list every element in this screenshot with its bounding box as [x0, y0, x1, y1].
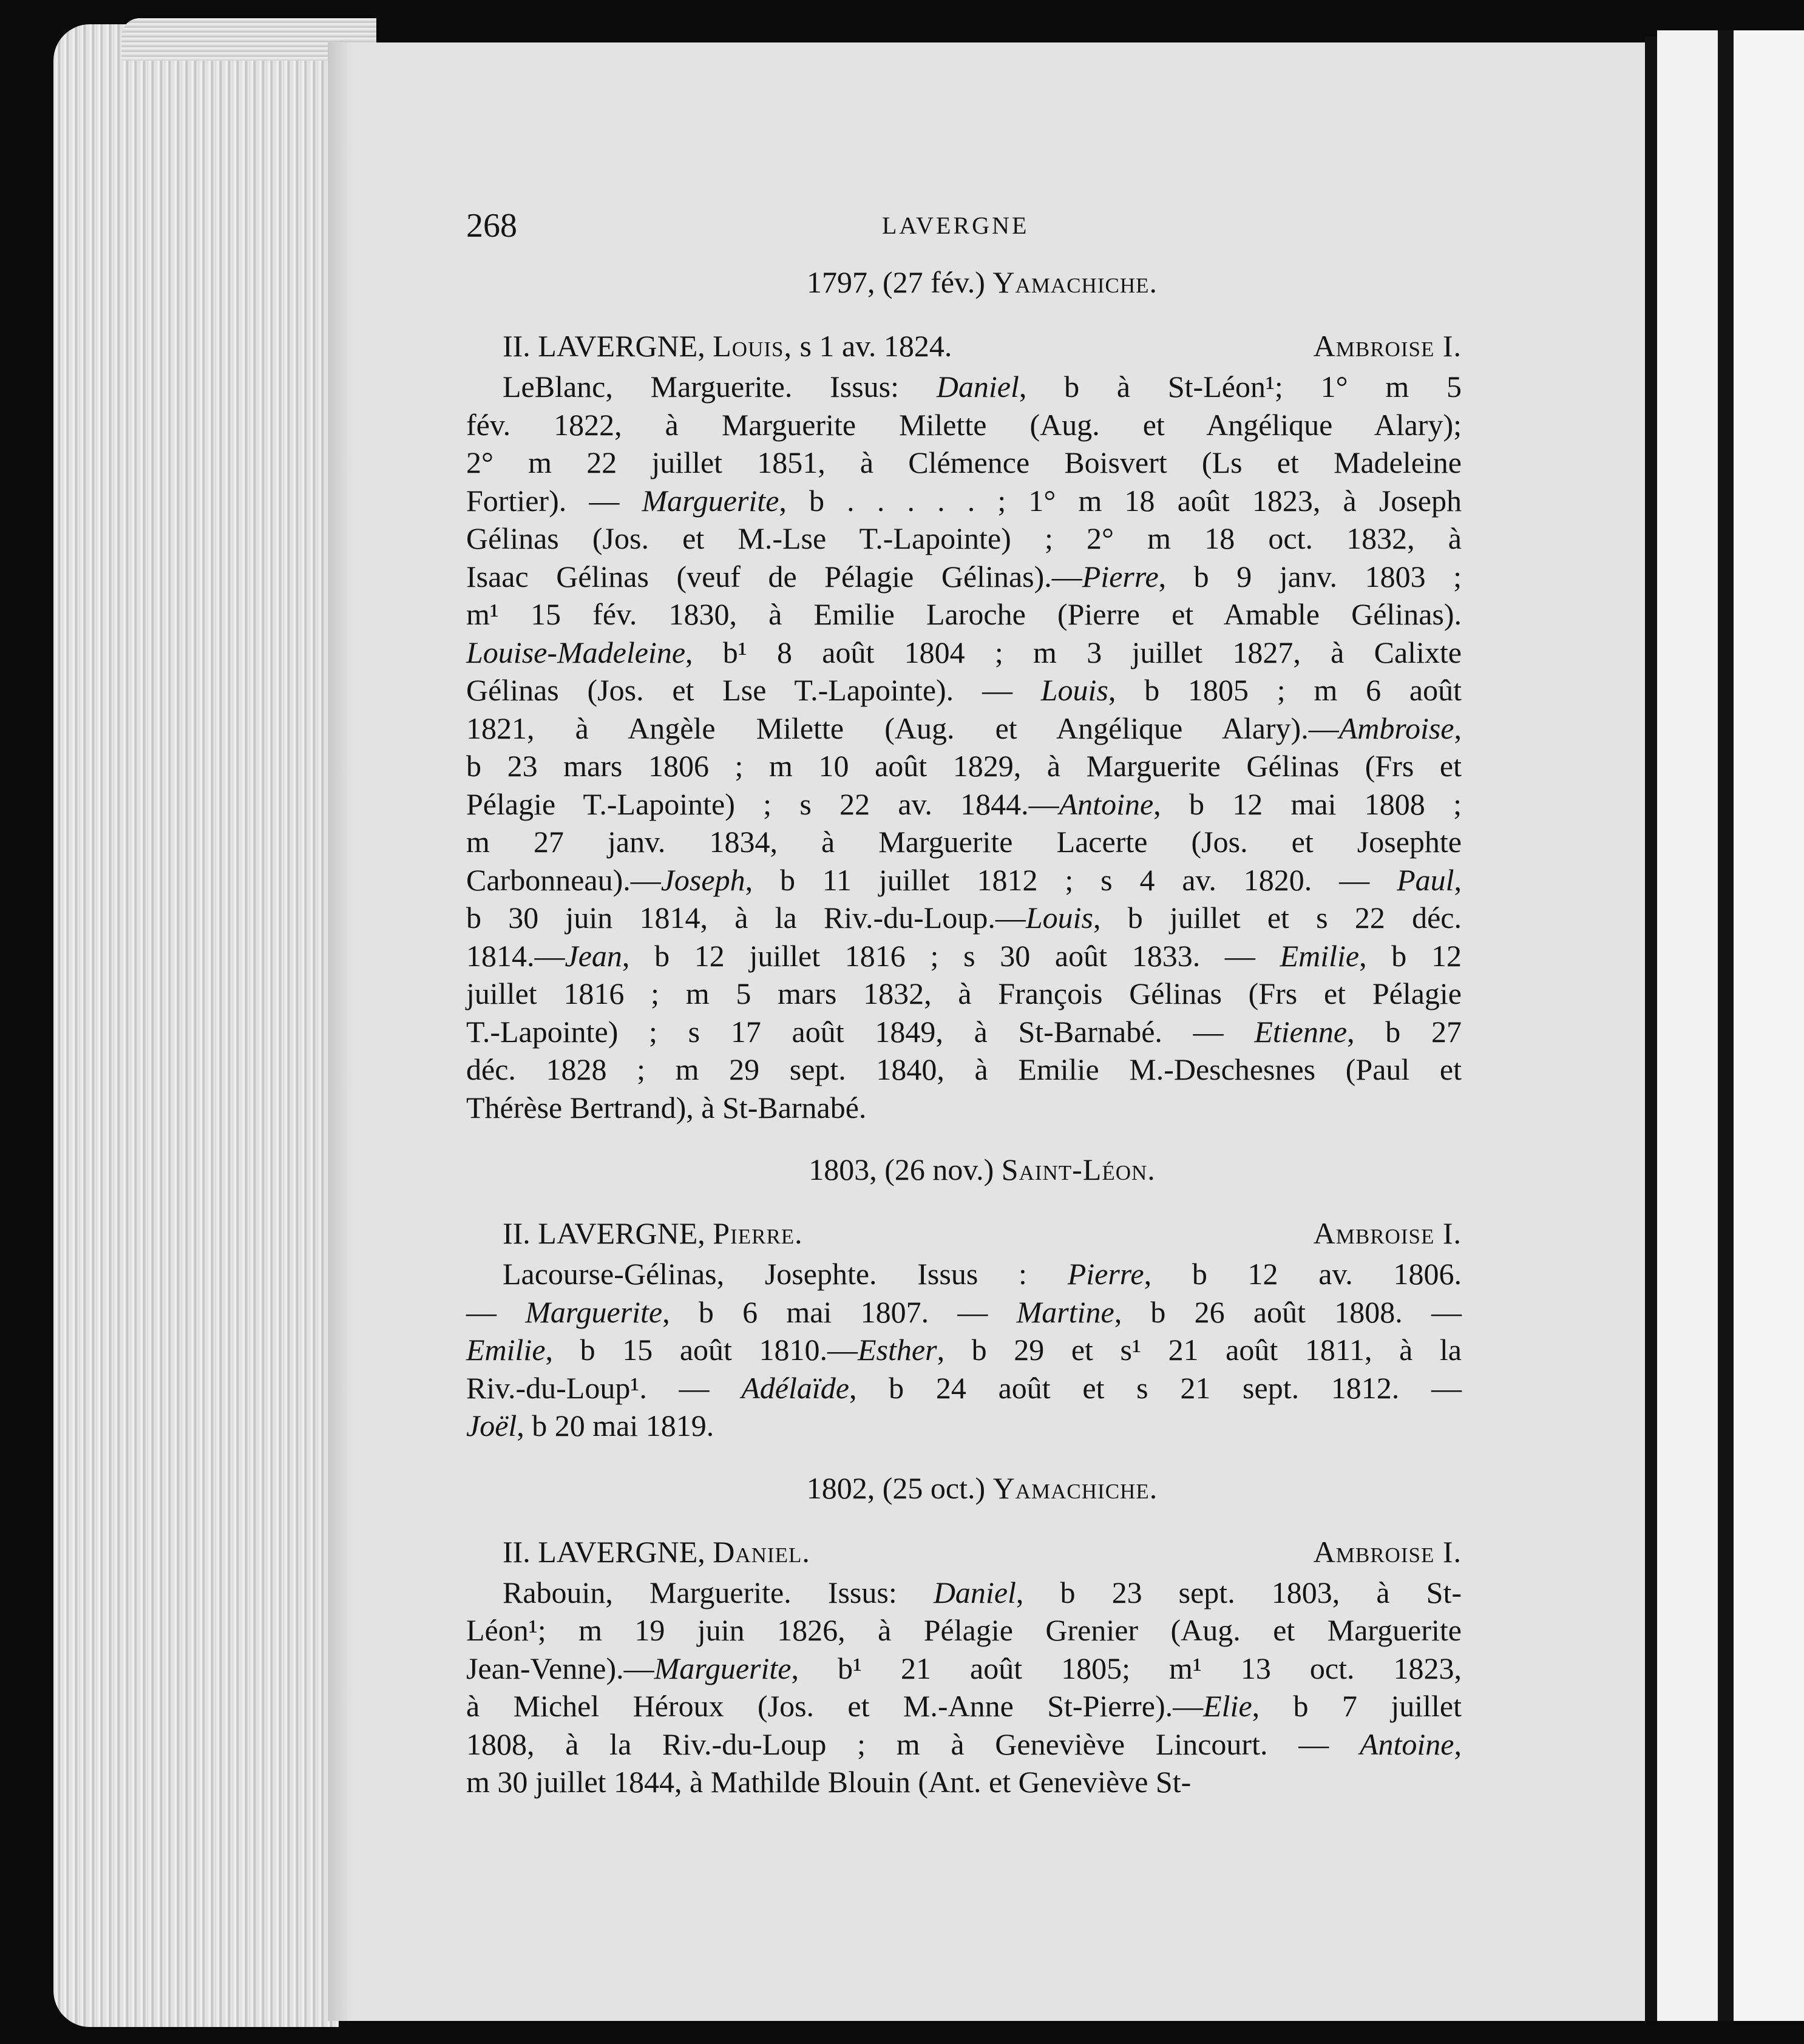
- entry-text-line: Riv.-du-Loup¹. — Adélaïde, b 24 août et s 21 sept. 1812. —: [466, 1370, 1462, 1405]
- entry-text-line: Jean-Venne).—Marguerite, b¹ 21 août 1805; m¹ 13 oct. 1823,: [466, 1651, 1462, 1685]
- entry-head: [466, 1530, 1462, 1574]
- page-content: [466, 206, 1462, 1801]
- entry-parent: Ambroise I.: [1313, 1534, 1462, 1569]
- entry-parent: Ambroise I.: [1313, 329, 1462, 363]
- entry-text-line: 1821, à Angèle Milette (Aug. et Angélique Alary).—Ambroise,: [466, 711, 1462, 745]
- entry-text-line: à Michel Héroux (Jos. et M.-Anne St-Pierre).—Elie, b 7 juillet: [466, 1689, 1462, 1723]
- entry-text-line: juillet 1816 ; m 5 mars 1832, à François Gélinas (Frs et Pélagie: [466, 976, 1462, 1010]
- entry-text-line: Gélinas (Jos. et M.-Lse T.-Lapointe) ; 2° m 18 oct. 1832, à: [466, 521, 1462, 555]
- marriage-date: 1802, (25 oct.): [806, 1470, 993, 1505]
- marriage-place: Yamachiche.: [992, 265, 1158, 299]
- entries: [466, 261, 1462, 1801]
- entry-text-line: Joël, b 20 mai 1819.: [466, 1409, 714, 1443]
- next-page-sliver-right: [1734, 30, 1804, 2021]
- page-number: 268: [466, 207, 517, 245]
- entry-text-line: Pélagie T.-Lapointe) ; s 22 av. 1844.—Antoine, b 12 mai 1808 ;: [466, 787, 1462, 821]
- entry-text-line: m 27 janv. 1834, à Marguerite Lacerte (Jos. et Josephte: [466, 825, 1462, 859]
- marriage-date: 1797, (27 fév.): [807, 265, 993, 299]
- entry-text-line: Fortier). — Marguerite, b . . . . . ; 1° m 18 août 1823, à Joseph: [466, 483, 1462, 518]
- marriage-place: Yamachiche.: [992, 1470, 1158, 1505]
- entry-text-line: 1808, à la Riv.-du-Loup ; m à Geneviève Lincourt. — Antoine,: [466, 1727, 1462, 1761]
- entry-gap: [466, 1126, 1462, 1148]
- marriage-place: Saint-Léon.: [1001, 1152, 1156, 1186]
- entry-text-line: T.-Lapointe) ; s 17 août 1849, à St-Barnabé. — Etienne, b 27: [466, 1014, 1462, 1049]
- running-head: [466, 206, 1462, 261]
- gutter-shadow: [328, 42, 352, 2021]
- entry-text-line: Gélinas (Jos. et Lse T.-Lapointe). — Louis, b 1805 ; m 6 août: [466, 673, 1462, 707]
- entry-text-line: 1814.—Jean, b 12 juillet 1816 ; s 30 août 1833. — Emilie, b 12: [466, 938, 1462, 973]
- entry-text-line: b 23 mars 1806 ; m 10 août 1829, à Marguerite Gélinas (Frs et: [466, 749, 1462, 783]
- page-divider: [1645, 36, 1657, 2021]
- entry-text-line: b 30 juin 1814, à la Riv.-du-Loup.—Louis, b juillet et s 22 déc.: [466, 901, 1462, 935]
- marriage-date: 1803, (26 nov.): [809, 1152, 1002, 1186]
- entry-text-line: déc. 1828 ; m 29 sept. 1840, à Emilie M.-Deschesnes (Paul et: [466, 1052, 1462, 1086]
- entry-text-line: 2° m 22 juillet 1851, à Clémence Boisvert (Ls et Madeleine: [466, 445, 1462, 479]
- entry-person: II. LAVERGNE, Pierre.: [503, 1216, 803, 1250]
- marriage-heading: [466, 1467, 1462, 1509]
- marriage-heading: [466, 261, 1462, 303]
- entry-text-line: Léon¹; m 19 juin 1826, à Pélagie Grenier (Aug. et Marguerite: [466, 1613, 1462, 1647]
- book-page-edges: [53, 24, 339, 2027]
- entry-text-line: m¹ 15 fév. 1830, à Emilie Laroche (Pierre et Amable Gélinas).: [466, 597, 1462, 631]
- entry-text-line: m 30 juillet 1844, à Mathilde Blouin (Ant. et Geneviève St-: [466, 1765, 1192, 1799]
- entry-head: [466, 324, 1462, 368]
- entry-text-line: Emilie, b 15 août 1810.—Esther, b 29 et s¹ 21 août 1811, à la: [466, 1333, 1462, 1367]
- entry-person: II. LAVERGNE, Daniel.: [503, 1534, 810, 1569]
- entry-text-line: — Marguerite, b 6 mai 1807. — Martine, b 26 août 1808. —: [466, 1294, 1462, 1329]
- entry-text-line: Thérèse Bertrand), à St-Barnabé.: [466, 1090, 867, 1125]
- entry-text-line: Rabouin, Marguerite. Issus: Daniel, b 23 sept. 1803, à St-: [503, 1575, 1462, 1609]
- entry-parent: Ambroise I.: [1313, 1216, 1462, 1250]
- marriage-heading: [466, 1148, 1462, 1191]
- entry-gap: [466, 1445, 1462, 1467]
- entry-text-line: fév. 1822, à Marguerite Milette (Aug. et Angélique Alary);: [466, 407, 1462, 442]
- entry-text-line: Isaac Gélinas (veuf de Pélagie Gélinas).—Pierre, b 9 janv. 1803 ;: [466, 559, 1462, 594]
- entry-head: [466, 1211, 1462, 1255]
- entry-text-line: Louise-Madeleine, b¹ 8 août 1804 ; m 3 juillet 1827, à Calixte: [466, 635, 1462, 669]
- entry-person: II. LAVERGNE, Louis, s 1 av. 1824.: [503, 329, 952, 363]
- next-page-gap: [1718, 30, 1734, 2021]
- running-title: LAVERGNE: [882, 212, 1029, 239]
- entry-text-line: Carbonneau).—Joseph, b 11 juillet 1812 ; s 4 av. 1820. — Paul,: [466, 862, 1462, 897]
- entry-text-line: LeBlanc, Marguerite. Issus: Daniel, b à St-Léon¹; 1° m 5: [503, 370, 1462, 404]
- entry-text-line: Lacourse-Gélinas, Josephte. Issus : Pierre, b 12 av. 1806.: [503, 1257, 1462, 1291]
